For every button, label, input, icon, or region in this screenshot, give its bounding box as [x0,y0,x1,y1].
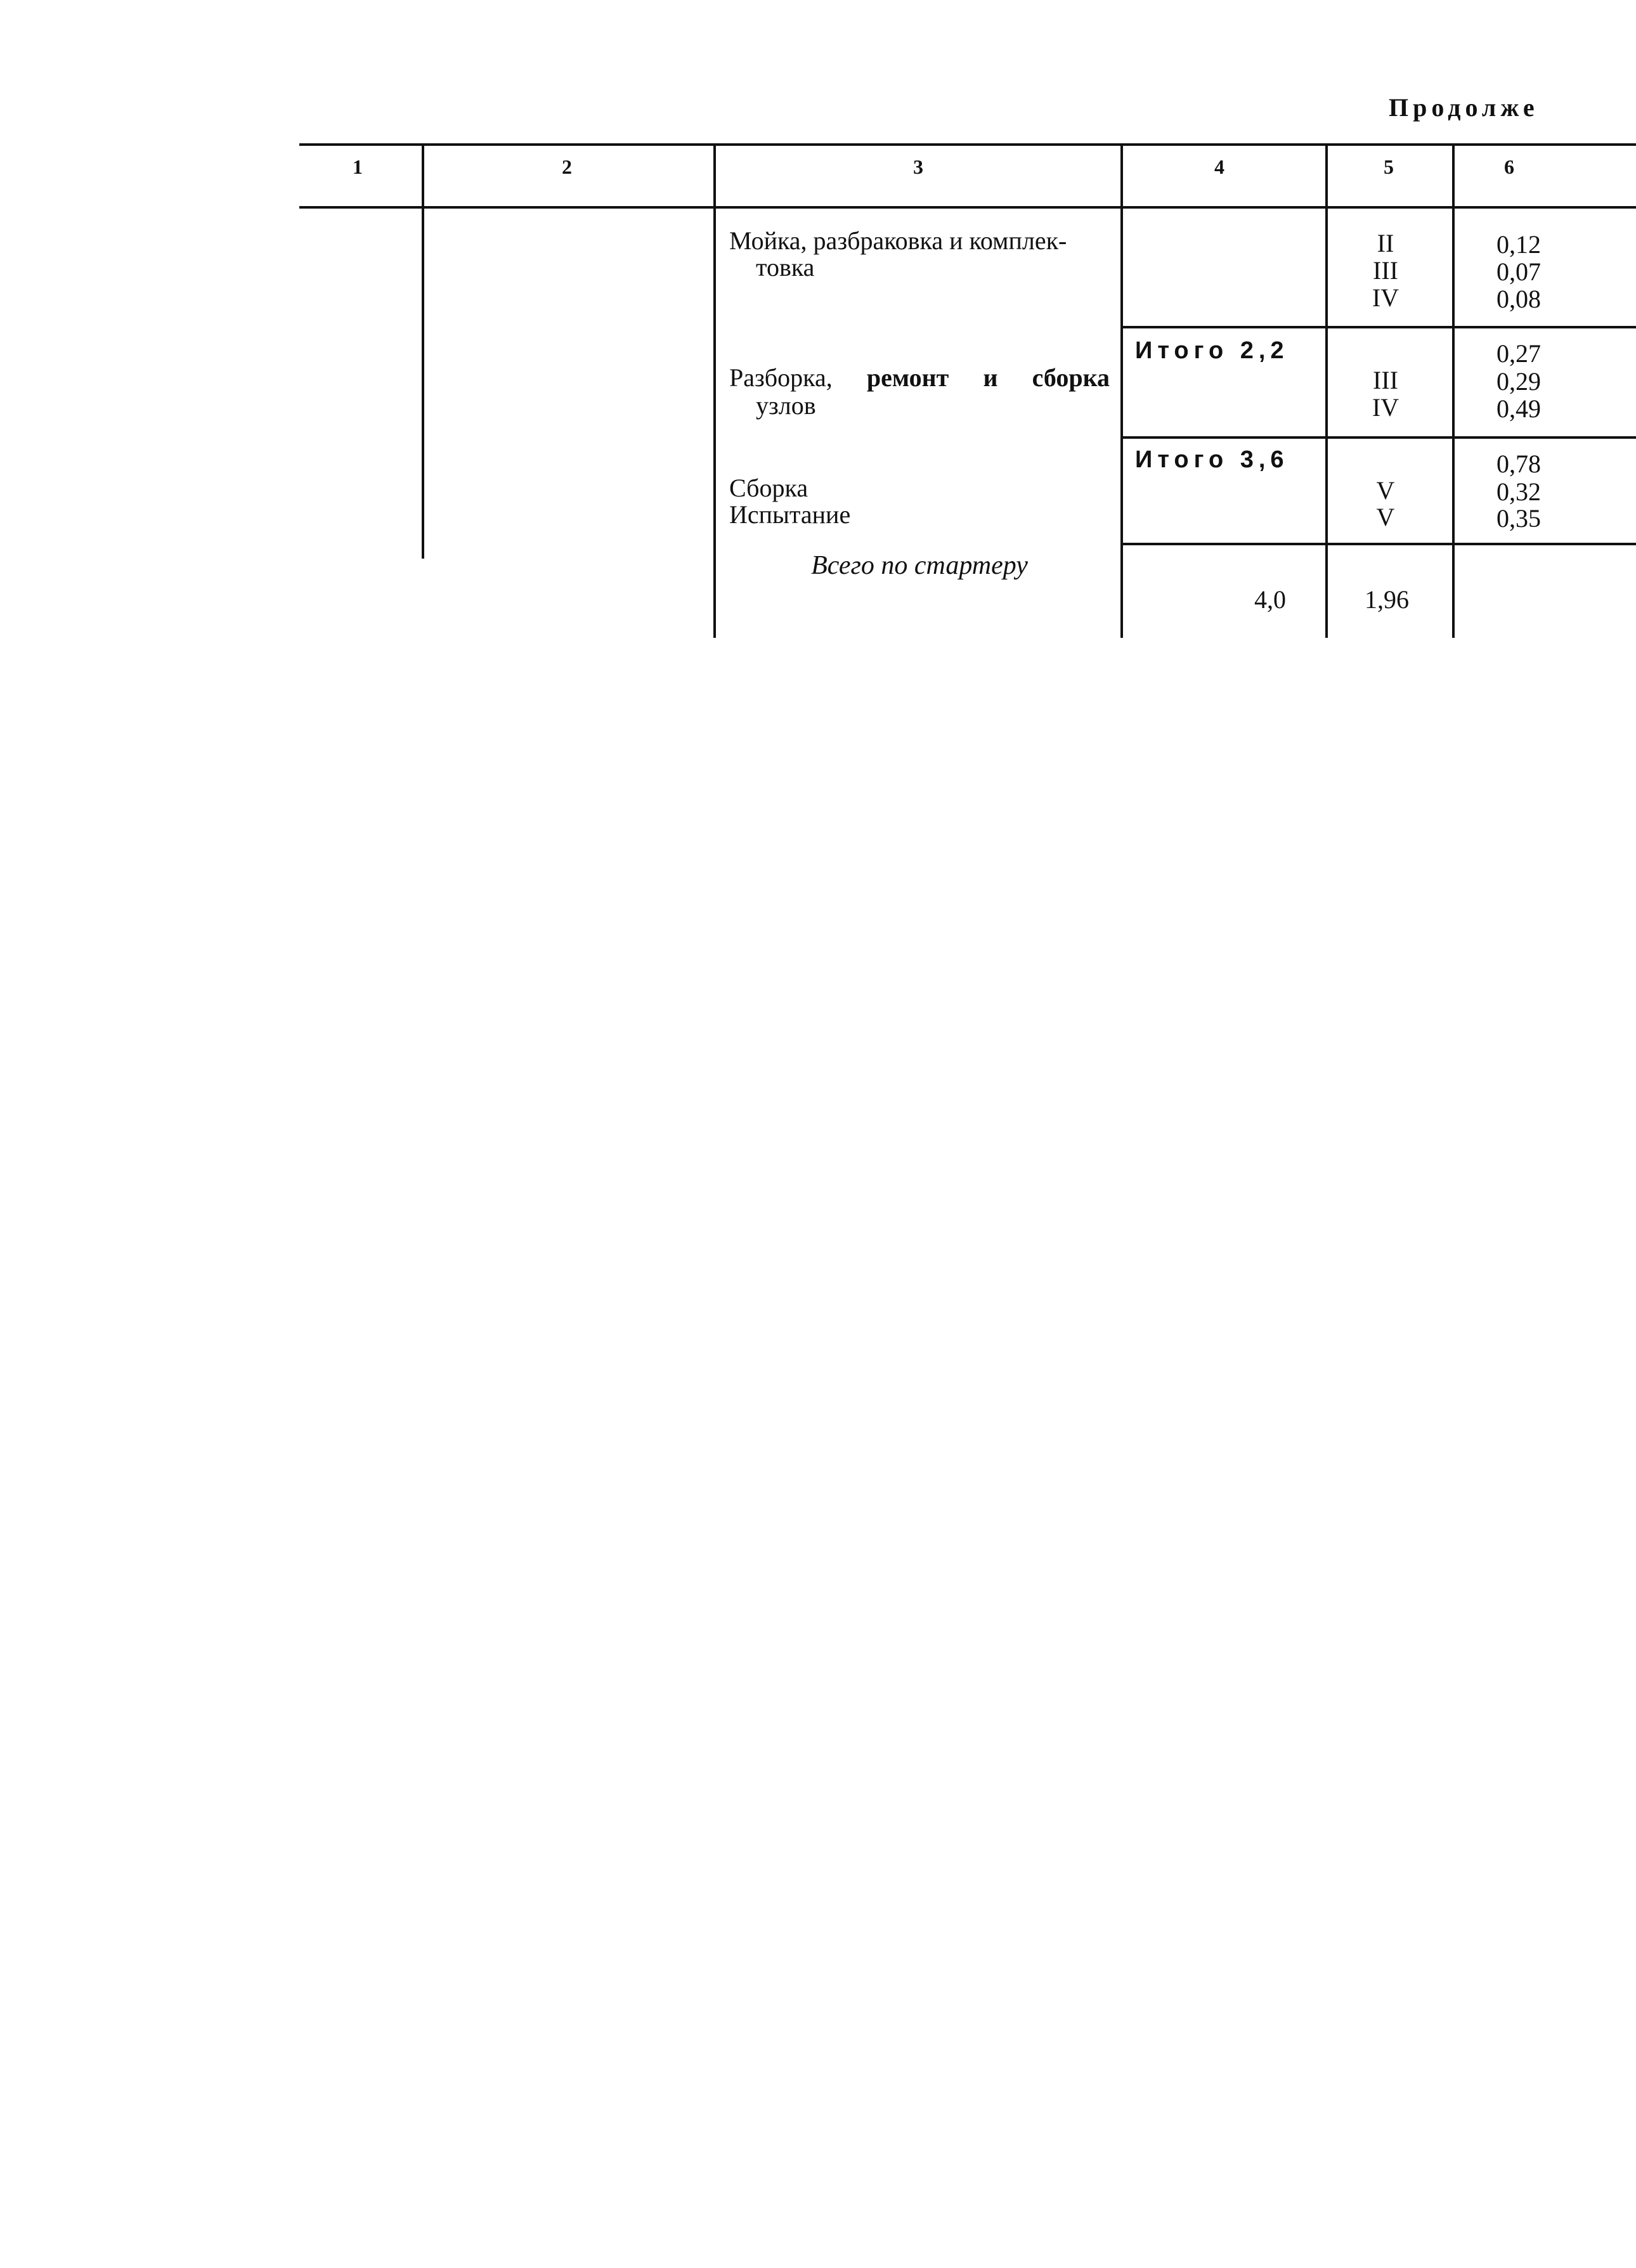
value: 0,49 [1496,394,1541,423]
subtotal-value: 0,78 [1496,450,1541,478]
subtotal-value: 0,27 [1496,339,1541,368]
grade: IV [1372,393,1399,422]
grade: IV [1372,283,1399,312]
grade: III [1373,256,1398,285]
table-top-rule [299,143,1636,146]
row-rule-2 [1120,436,1636,439]
grade: III [1373,366,1398,394]
header-col-3: 3 [913,155,923,178]
continuation-caption: Продолже [1389,93,1539,122]
subtotal-label: Итого 2,2 [1135,337,1289,364]
value: 0,07 [1496,257,1541,286]
value: 0,29 [1496,367,1541,396]
operation-washing-line2: товка [756,253,815,282]
value: 0,35 [1496,504,1541,533]
header-col-1: 1 [353,155,363,178]
header-col-5: 5 [1384,155,1394,178]
grade: V [1376,503,1395,531]
operation-testing: Испытание [729,500,851,529]
header-col-2: 2 [562,155,572,178]
operation-disassembly-line2: узлов [756,391,816,420]
grade: V [1376,476,1395,505]
total-label: Всего по стартеру [811,551,1028,580]
word: ремонт [866,363,949,392]
value: 0,12 [1496,230,1541,259]
operation-disassembly-line1 [729,364,1110,392]
operation-assembly: Сборка [729,474,808,502]
word: сборка [1032,363,1110,392]
header-col-4: 4 [1214,155,1224,178]
total-col5: 1,96 [1365,585,1409,614]
word: Разборка, [729,363,833,392]
col-divider-5-6 [1452,143,1455,638]
total-col4: 4,0 [1254,585,1286,614]
col-divider-1-2 [422,143,424,559]
word: и [983,363,998,392]
col-divider-2-3 [713,143,716,638]
col-divider-4-5 [1325,143,1328,638]
table-header-bottom-rule [299,206,1636,209]
row-rule-3 [1120,543,1636,545]
operation-washing-line1: Мойка, разбраковка и комплек- [729,226,1067,255]
header-col-6: 6 [1504,155,1514,178]
subtotal-label: Итого 3,6 [1135,446,1289,473]
value: 0,32 [1496,477,1541,506]
grade: II [1377,229,1394,257]
value: 0,08 [1496,285,1541,313]
row-rule-1 [1120,326,1636,328]
